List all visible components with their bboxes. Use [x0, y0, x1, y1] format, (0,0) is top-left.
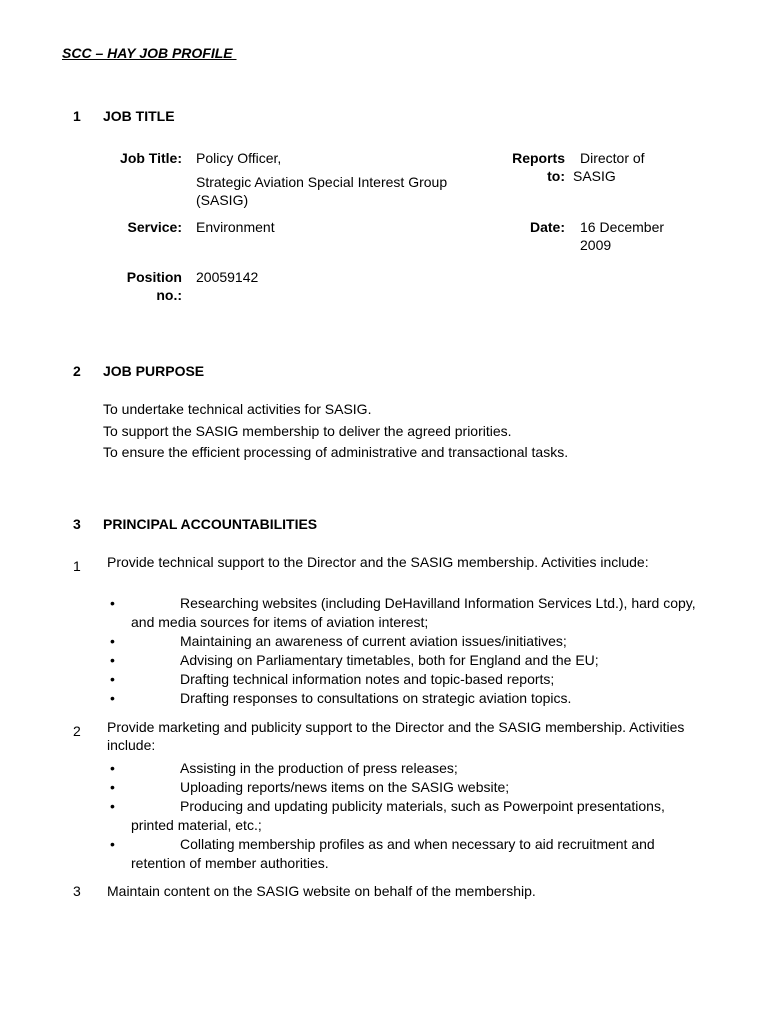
- reports-to-label: [490, 149, 565, 185]
- bullet-icon: •: [110, 671, 115, 687]
- reports-label-line-1: Reports: [512, 150, 565, 166]
- section-2-title: JOB PURPOSE: [103, 363, 205, 379]
- reports-label-line-2: to:: [547, 168, 565, 184]
- job-purpose-text: [103, 399, 723, 464]
- accountability-1-text: Provide technical support to the Director and the SASIG membership. Activities include:: [107, 554, 649, 570]
- bullet-text: Drafting responses to consultations on strategic aviation topics.: [180, 690, 572, 706]
- list-item: [110, 689, 700, 708]
- list-item: [110, 594, 700, 632]
- reports-value-line-2: SASIG: [573, 168, 616, 184]
- accountability-3-text: Maintain content on the SASIG website on behalf of the membership.: [107, 883, 536, 899]
- accountability-2-number: 2: [73, 723, 81, 739]
- reports-value-line-1: Director of: [580, 150, 645, 166]
- bullet-icon: •: [110, 633, 115, 649]
- job-purpose-line: To undertake technical activities for SASIG.: [103, 401, 372, 417]
- document-header: SCC – HAY JOB PROFILE: [62, 45, 237, 61]
- date-value: [580, 218, 700, 254]
- position-label-line-1: Position: [126, 269, 182, 285]
- section-1-title: JOB TITLE: [103, 108, 175, 124]
- bullet-text: Researching websites (including DeHavilland Information Services Ltd.), hard copy, and media sources for items of aviation interest;: [131, 595, 696, 630]
- job-title-line-1: Policy Officer,: [196, 150, 282, 166]
- bullet-icon: •: [110, 836, 115, 852]
- job-title-line-2: Strategic Aviation Special Interest Group (SASIG): [196, 174, 448, 208]
- bullet-icon: •: [110, 690, 115, 706]
- section-3-number: 3: [73, 516, 81, 532]
- accountability-3-number: 3: [73, 883, 81, 899]
- accountability-1-number: 1: [73, 558, 81, 574]
- bullet-icon: •: [110, 595, 115, 611]
- date-value-line-1: 16 December: [580, 219, 665, 235]
- list-item: [110, 797, 700, 835]
- list-item: [110, 632, 700, 651]
- bullet-icon: •: [110, 760, 115, 776]
- position-no-value: 20059142: [196, 269, 259, 285]
- bullet-text: Collating membership profiles as and when necessary to aid recruitment and retention of member authorities.: [131, 836, 655, 871]
- reports-to-value: [573, 149, 693, 185]
- job-title-value: [196, 149, 496, 209]
- date-label: Date:: [529, 219, 565, 235]
- bullet-icon: •: [110, 779, 115, 795]
- bullet-text: Uploading reports/news items on the SASIG website;: [180, 779, 510, 795]
- bullet-text: Producing and updating publicity materials, such as Powerpoint presentations, printed material, etc.;: [131, 798, 665, 833]
- job-purpose-line: To support the SASIG membership to deliver the agreed priorities.: [103, 422, 512, 439]
- section-3-title: PRINCIPAL ACCOUNTABILITIES: [103, 516, 318, 532]
- bullet-text: Maintaining an awareness of current aviation issues/initiatives;: [180, 633, 567, 649]
- service-label: Service:: [127, 219, 182, 235]
- accountability-2-text: Provide marketing and publicity support to the Director and the SASIG membership. Activities include:: [107, 719, 685, 753]
- accountability-1-bullets: [110, 594, 700, 708]
- list-item: [110, 651, 700, 670]
- bullet-text: Drafting technical information notes and topic-based reports;: [180, 671, 555, 687]
- bullet-text: Advising on Parliamentary timetables, both for England and the EU;: [180, 652, 599, 668]
- list-item: [110, 835, 700, 873]
- position-no-label: [100, 268, 182, 304]
- position-label-line-2: no.:: [156, 287, 182, 303]
- service-value: Environment: [196, 219, 275, 235]
- list-item: [110, 759, 700, 778]
- bullet-icon: •: [110, 652, 115, 668]
- section-2-number: 2: [73, 363, 81, 379]
- list-item: [110, 778, 700, 797]
- job-title-label: Job Title:: [120, 150, 182, 166]
- list-item: [110, 670, 700, 689]
- section-1-number: 1: [73, 108, 81, 124]
- date-value-line-2: 2009: [580, 237, 612, 253]
- accountability-2-bullets: [110, 759, 700, 873]
- bullet-icon: •: [110, 798, 115, 814]
- bullet-text: Assisting in the production of press releases;: [180, 760, 458, 776]
- job-purpose-line: To ensure the efficient processing of administrative and transactional tasks.: [103, 444, 569, 460]
